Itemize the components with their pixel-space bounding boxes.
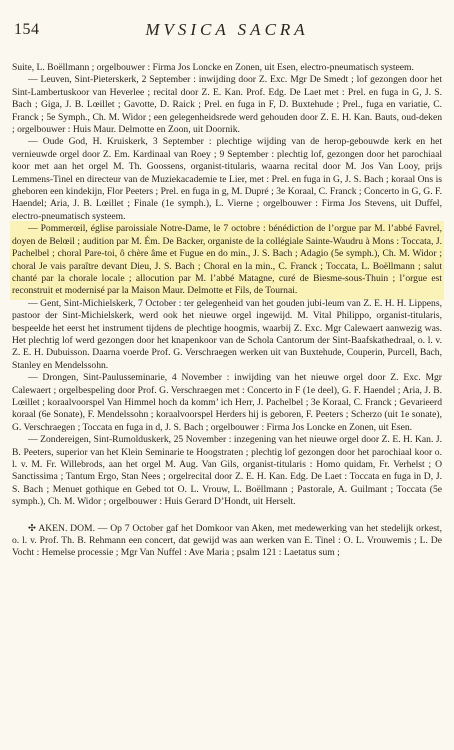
paragraph-gent: — Gent, Sint-Michielskerk, 7 October : ter gelegenheid van het gouden jubi-leum van Z. E. H. H. Lippens, pastoor der Sint-Michielskerk, werd ook het nieuwe orgel ingewijd. M. Vital Philippo, organist-titularis, bespeelde het eerst het instrument tijdens de plechtige hoogmis, waarbij Z. Exc. Mgr Calewaert aanwezig was. Het plechtig lof werd gezongen door het knapenkoor van de Schola Cantorum der Sint-Baafskathedraal, o. l. v. Z. E. H. Dubuisson. Daarna voerde Prof. G. Verschraegen werken uit van Buxtehude, Couperin, Purcell, Bach, Stanley en Mendelssohn.: [12, 297, 442, 371]
paragraph-suite: Suite, L. Boëllmann ; orgelbouwer : Firma Jos Loncke en Zonen, uit Esen, electro-pneumatisch systeem.: [12, 62, 414, 73]
page-number: 154: [14, 21, 40, 38]
article-body: [12, 62, 442, 560]
paragraph-aken: ✣ AKEN. DOM. — Op 7 October gaf het Domkoor van Aken, met medewerking van het stedelijk orkest, o. l. v. Prof. Th. B. Rehmann een concert, dat gewijd was aan werken van E. Tinel : O. L. Vrouwemis ; L. De Vocht : Hemelse processie ; Mgr Van Nuffel : Ave Maria ; psalm 121 : Laetatus sum ;: [12, 522, 442, 559]
paragraph-drongen: — Drongen, Sint-Paulusseminarie, 4 November : inwijding van het nieuwe orgel door Z. Exc. Mgr Calewaert ; orgelbespeling door Prof. G. Verschraegen met : Concerto in F (1e deel), G. F. Haendel ; Aria, J. B. Lœillet ; koraalvoorspel Van Himmel hoch da komm’ ich Herr, J. Pachelbel ; 3e Koraal, C. Franck ; Gevarieerd koraal (6e Sonate), F. Mendelssohn ; koraalvoorspel Herders hij is geboren, F. Peeters ; Scherzo (uit 1e sonate), G. Verschraegen ; Toccata en fuga in d, J. S. Bach ; orgelbouwer : Firma Jos Loncke en Zonen, uit Esen.: [12, 372, 442, 433]
paragraph-zondereigen: — Zondereigen, Sint-Rumolduskerk, 25 November : inzegening van het nieuwe orgel door Z. E. H. Kan. J. B. Peeters, superior van het Klein Seminarie te Hoogstraten ; plechtig lof gezongen door het parochiaal koor o. l. v. M. Fr. Willebrods, aan het orgel M. Aug. Van Gils, organist-titularis : Homo quidam, Fr. Verhelst ; O Sanctissima ; Tantum Ergo, Stan Nees ; orgelrecital door Z. E. H. Kan. Edg. De Laet : Toccata en fuga in D, J. S. Bach ; Menuet gothique en Gebed tot O. L. Vrouw, L. Boëllmann ; Pastorale, A. Guilmant ; Toccata (5e symph.), Ch. M. Widor ; orgelbouwer : Huis Gerard D’Hondt, uit Herselt.: [12, 434, 442, 508]
paragraph-leuven: — Leuven, Sint-Pieterskerk, 2 September : inwijding door Z. Exc. Mgr De Smedt ; lof gezongen door het Sint-Lambertuskoor van Heverlee ; recital door Z. E. Kan. Prof. Edg. De Laet met : Prel. en fuga in G, J. S. Bach ; Giga, J. B. Lœillet ; Gavotte, D. Raick ; Prel. en fuga in F, D. Buxtehude ; Prel., fuga en variatie, C. Franck ; 5e Symph., Ch. M. Widor ; een gelegenheidsrede werd gehouden door Z. E. H. Kan. Bauts, oud-deken ; orgelbouwer : Huis Maur. Delmotte en Zoon, uit Doornik.: [12, 74, 442, 136]
paragraph-pommeroeil-highlighted: — Pommerœil, église paroissiale Notre-Dame, le 7 octobre : bénédiction de l’orgue par M. l’abbé Favrel, doyen de Belœil ; audition par M. Ém. De Backer, organiste de la collégiale Sainte-Waudru à Mons : Toccata, J. Pachelbel ; choral Pare-toi, ô chère âme et Fugue en do min., J. S. Bach ; Adagio (5e symph.), Ch. M. Widor ; choral Je vais paraître devant Dieu, J. S. Bach ; Choral en la min., C. Franck ; Toccata, L. Boëllmann ; salut chanté par la chorale locale ; allocution par M. l’abbé Matagne, curé de Biesme-sous-Thuin ; l’orgue est reconstruit et modernisé par la Maison Maur. Delmotte et Fils, de Tournai.: [12, 223, 442, 297]
paragraph-oude-god: — Oude God, H. Kruiskerk, 3 September : plechtige wijding van de herop-gebouwde kerk en het vernieuwde orgel door Z. Em. Kardinaal van Roey ; 9 September : plechtig lof, gezongen door het parochiaal koor met aan het orgel M. Th. Goossens, organist-titularis, waarna recital door M. Jos Van Looy, prijs Lemmens-Tinel en directeur van de Muziekacademie te Lier, met : Prel. en fuga in G, J. S. Bach ; koraal Ons is gheboren een kindekijn, Flor Peeters ; Prel. en fuga in g, M. Dupré ; 3e Koraal, C. Franck ; Concerto in G, G. F. Haendel; Aria, J. B. Lœillet ; Finale (1e symph.), L. Vierne ; orgelbouwer : Firma Jos Stevens, uit Duffel, electro-pneumatisch systeem.: [12, 136, 442, 222]
page-header: [14, 18, 440, 42]
running-title: MVSICA SACRA: [145, 20, 309, 39]
